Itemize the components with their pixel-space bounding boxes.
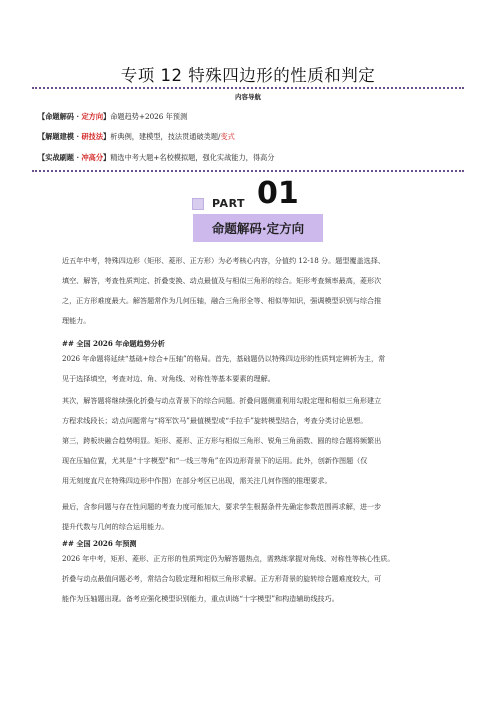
forecast-paragraph: 2026 年中考，矩形、菱形、正方形的性质判定仍为解答题热点，需熟练掌握对角线、对称性等核心性质。 折叠与动点最值问题必考，常结合勾股定理和相似三角形求解。正方形背景的旋转综合题难度较大，可 能作为压轴题出现。备考应强化模型识别能力，重点训练“十字模型”和构造辅助线技巧。 xyxy=(62,554,395,603)
guide-item-1: 【命题解码 · 定方向】命题趋势+2026 年预测 xyxy=(38,112,188,121)
part-square-icon xyxy=(192,198,204,210)
part-banner-text: 命题解码·定方向 xyxy=(211,221,305,236)
forecast-heading: ## 全国 2026 年预测 xyxy=(62,539,137,548)
guide-divider xyxy=(32,170,464,172)
guide-item-3: 【实战刷题 · 冲高分】精选中考大题+名校模拟题，强化实战能力，得高分 xyxy=(38,153,275,162)
part-banner xyxy=(193,214,323,242)
content-nav-heading: 内容导航 xyxy=(235,93,261,101)
part-number: 01 xyxy=(257,176,299,211)
part-header xyxy=(0,178,496,248)
trend-paragraph-2: 其次，解答题将继续强化折叠与动点背景下的综合问题。折叠问题侧重利用勾股定理和相似三角形建立 方程求线段长；动点问题常与“将军饮马”最值模型或“手拉手”旋转模型结合，考查分类讨论思想。 第三，跨板块融合趋势明显。矩形、菱形、正方形与相似三角形、锐角三角函数、圆的综合题将频繁出 现在压轴位置，尤其是“十字模型”和“一线三等角”在四边形背景下的运用。此外，创新作图题（仅 用无刻度直尺在特殊四边形中作图）在部分考区已出现，需关注几何作图的推理要求。 xyxy=(62,396,382,485)
intro-paragraph: 近五年中考，特殊四边形（矩形、菱形、正方形）为必考核心内容，分值约 12-18 分。题型覆盖选择、 填空、解答，考查性质判定、折叠变换、动点最值及与相似三角形的综合。矩形考查频率最高，菱形次 之，正方形难度最大。解答题常作为几何压轴，融合三角形全等、相似等知识，强调模型识别与综合推 理能力。 xyxy=(62,256,385,325)
trend-paragraph-3: 最后，含参问题与存在性问题的考查力度可能加大，要求学生根据条件先确定参数范围再求解，进一步 提升代数与几何的综合运用能力。 xyxy=(62,502,382,531)
page-title: 专项 12 特殊四边形的性质和判定 xyxy=(120,66,376,85)
trend-paragraph-1: 2026 年命题将延续“基础+综合+压轴”的格局。首先，基础题仍以特殊四边形的性质判定辨析为主，常 见于选择填空，考查对边、角、对角线、对称性等基本要素的理解。 xyxy=(62,354,386,383)
part-label: PART xyxy=(212,197,246,210)
title-divider xyxy=(32,87,464,89)
guide-item-2: 【解题建模 · 研技法】析典例，建模型，技法贯通破类题/变式 xyxy=(38,132,235,141)
trend-heading: ## 全国 2026 年命题趋势分析 xyxy=(62,339,165,348)
